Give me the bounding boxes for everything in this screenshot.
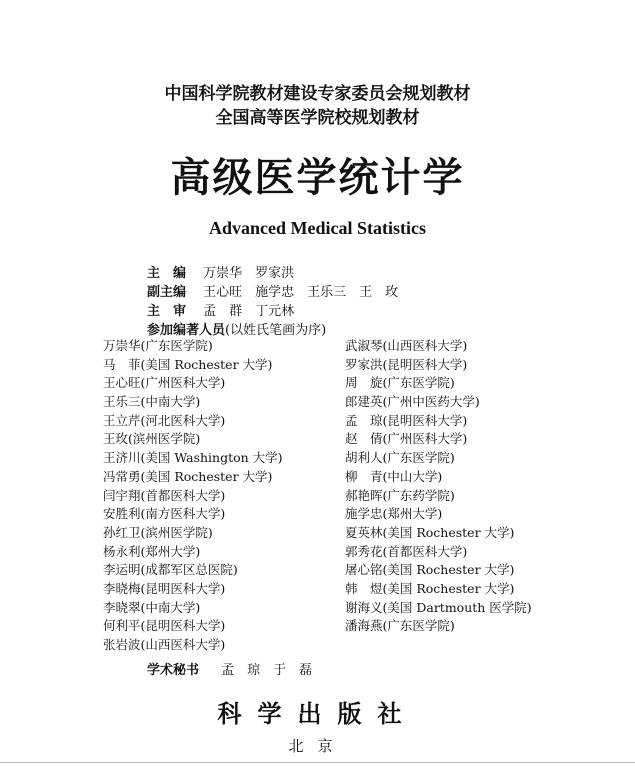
contributor-item: 王心旺(广州医科大学) [103,375,226,391]
contributors-header [147,319,326,338]
contributor-item: 郝艳晖(广东药学院) [345,487,455,503]
contributor-item: 安胜利(南方医科大学) [103,506,226,522]
contributor-item: 柳 青(中山大学) [345,468,443,484]
chief-editor-names: 万崇华 罗家洪 [203,266,295,281]
reviewer-names: 孟 群 丁元林 [203,304,295,319]
secretary-names: 孟 琼 于 磊 [221,663,313,678]
deputy-editor-names: 王心旺 施学忠 王乐三 王 玫 [203,285,399,300]
publisher-name: 科学出版社 [217,699,418,728]
contributor-item: 武淑琴(山西医科大学) [345,338,468,353]
contributor-item: 谢海义(美国 Dartmouth 医学院) [345,599,532,615]
page-bottom-rule [0,762,635,763]
contributor-item: 孟 琼(昆明医科大学) [345,412,468,428]
contributor-item: 闫宇翔(首都医科大学) [103,487,226,503]
contributor-item: 马 菲(美国 Rochester 大学) [103,356,273,372]
publisher-city: 北京 [288,737,347,755]
contributor-item: 孙红卫(滨州医学院) [103,524,213,540]
secretary-label: 学术秘书 [147,663,200,678]
contributor-item: 王济川(美国 Washington 大学) [103,450,283,466]
contributor-item: 李运明(成都军区总医院) [103,562,238,578]
contributor-item: 王玫(滨州医学院) [103,431,201,447]
contributor-item: 李晓梅(昆明医科大学) [103,580,226,596]
contributor-item: 周 旋(广东医学院) [345,375,455,391]
contributor-item: 王立芹(河北医科大学) [103,412,226,428]
chief-editor-label: 主 编 [147,266,187,281]
contributor-item: 李晓翠(中南大学) [103,599,201,615]
series-title-line-2: 全国高等医学院校规划教材 [215,108,420,128]
contributor-item: 冯常勇(美国 Rochester 大学) [103,468,273,484]
deputy-editor-row [147,281,398,300]
contributor-item: 万崇华(广东医学院) [103,338,213,353]
reviewer-label: 主 审 [147,304,187,319]
contributor-item: 何利平(昆明医科大学) [103,618,226,634]
contributor-item: 胡利人(广东医学院) [345,450,455,466]
contributor-item: 王乐三(中南大学) [103,394,201,410]
contributors-header-label: 参加编著人员 [147,323,226,338]
english-title: Advanced Medical Statistics [209,218,426,238]
contributor-item: 张岩波(山西医科大学) [103,637,226,652]
contributors-header-note: (以姓氏笔画为序) [225,323,327,338]
contributor-item: 施学忠(郑州大学) [345,506,443,522]
book-title: 高级医学统计学 [170,154,465,201]
contributor-item: 郎建英(广州中医药大学) [345,394,480,410]
series-title-line-1: 中国科学院教材建设专家委员会规划教材 [164,84,471,104]
secretary-row [147,659,312,678]
contributor-item: 杨永利(郑州大学) [103,543,201,559]
contributor-item: 屠心铭(美国 Rochester 大学) [345,562,515,578]
chief-editor-row [147,262,294,281]
contributor-item: 罗家洪(昆明医科大学) [345,356,468,372]
reviewer-row [147,300,294,319]
contributor-item: 夏英林(美国 Rochester 大学) [345,524,515,540]
contributors-left-column [103,337,283,655]
contributor-item: 赵 倩(广州医科大学) [345,431,468,447]
contributors-right-column [345,337,532,636]
deputy-editor-label: 副主编 [147,285,187,300]
contributor-item: 郭秀花(首都医科大学) [345,543,468,559]
contributor-item: 潘海燕(广东医学院) [345,618,455,634]
contributor-item: 韩 煜(美国 Rochester 大学) [345,580,515,596]
